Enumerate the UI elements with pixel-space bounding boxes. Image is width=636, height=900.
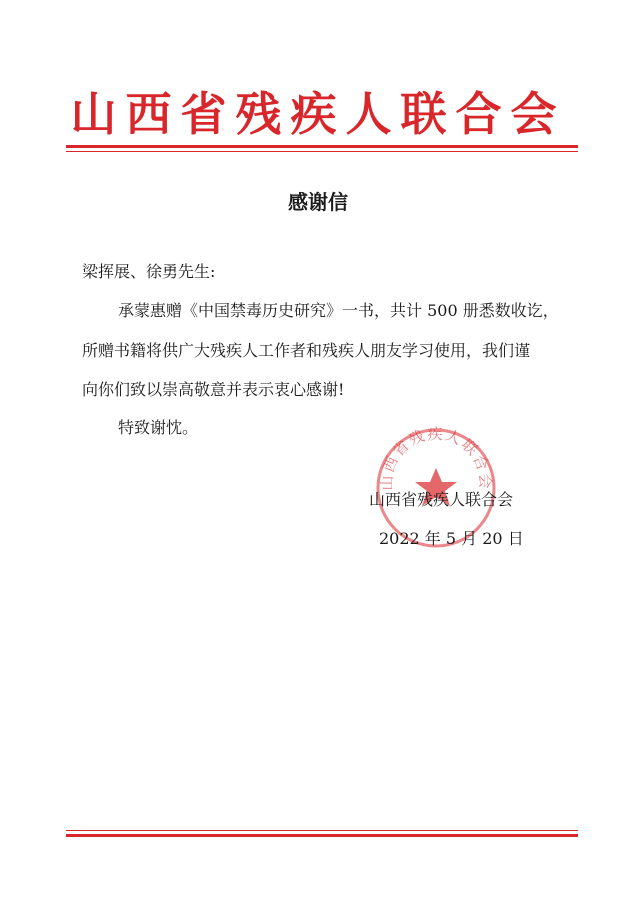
letter-title: 感谢信 [288,190,348,214]
svg-text:山西省残疾人联合会: 山西省残疾人联合会 [377,424,495,491]
closing-phrase: 特致谢忱。 [118,418,199,437]
signature-organization: 山西省残疾人联合会 [369,490,514,509]
body-line-2: 所赠书籍将供广大残疾人工作者和残疾人朋友学习使用，我们谨 [82,341,531,360]
footer-rule-thick [66,834,578,837]
salutation: 梁挥展、徐勇先生: [82,262,216,281]
footer-rule-thin [66,830,578,831]
letterhead-rule-thin [66,151,578,152]
letterhead-rule-thick [66,145,578,148]
body-line-1: 承蒙惠赠《中国禁毒历史研究》一书，共计 500 册悉数收讫， [118,301,559,320]
letterhead-title: 山西省残疾人联合会 [70,87,566,141]
letter-date: 2022 年 5 月 20 日 [379,529,524,548]
body-line-3: 向你们致以崇高敬意并表示衷心感谢! [82,380,345,399]
